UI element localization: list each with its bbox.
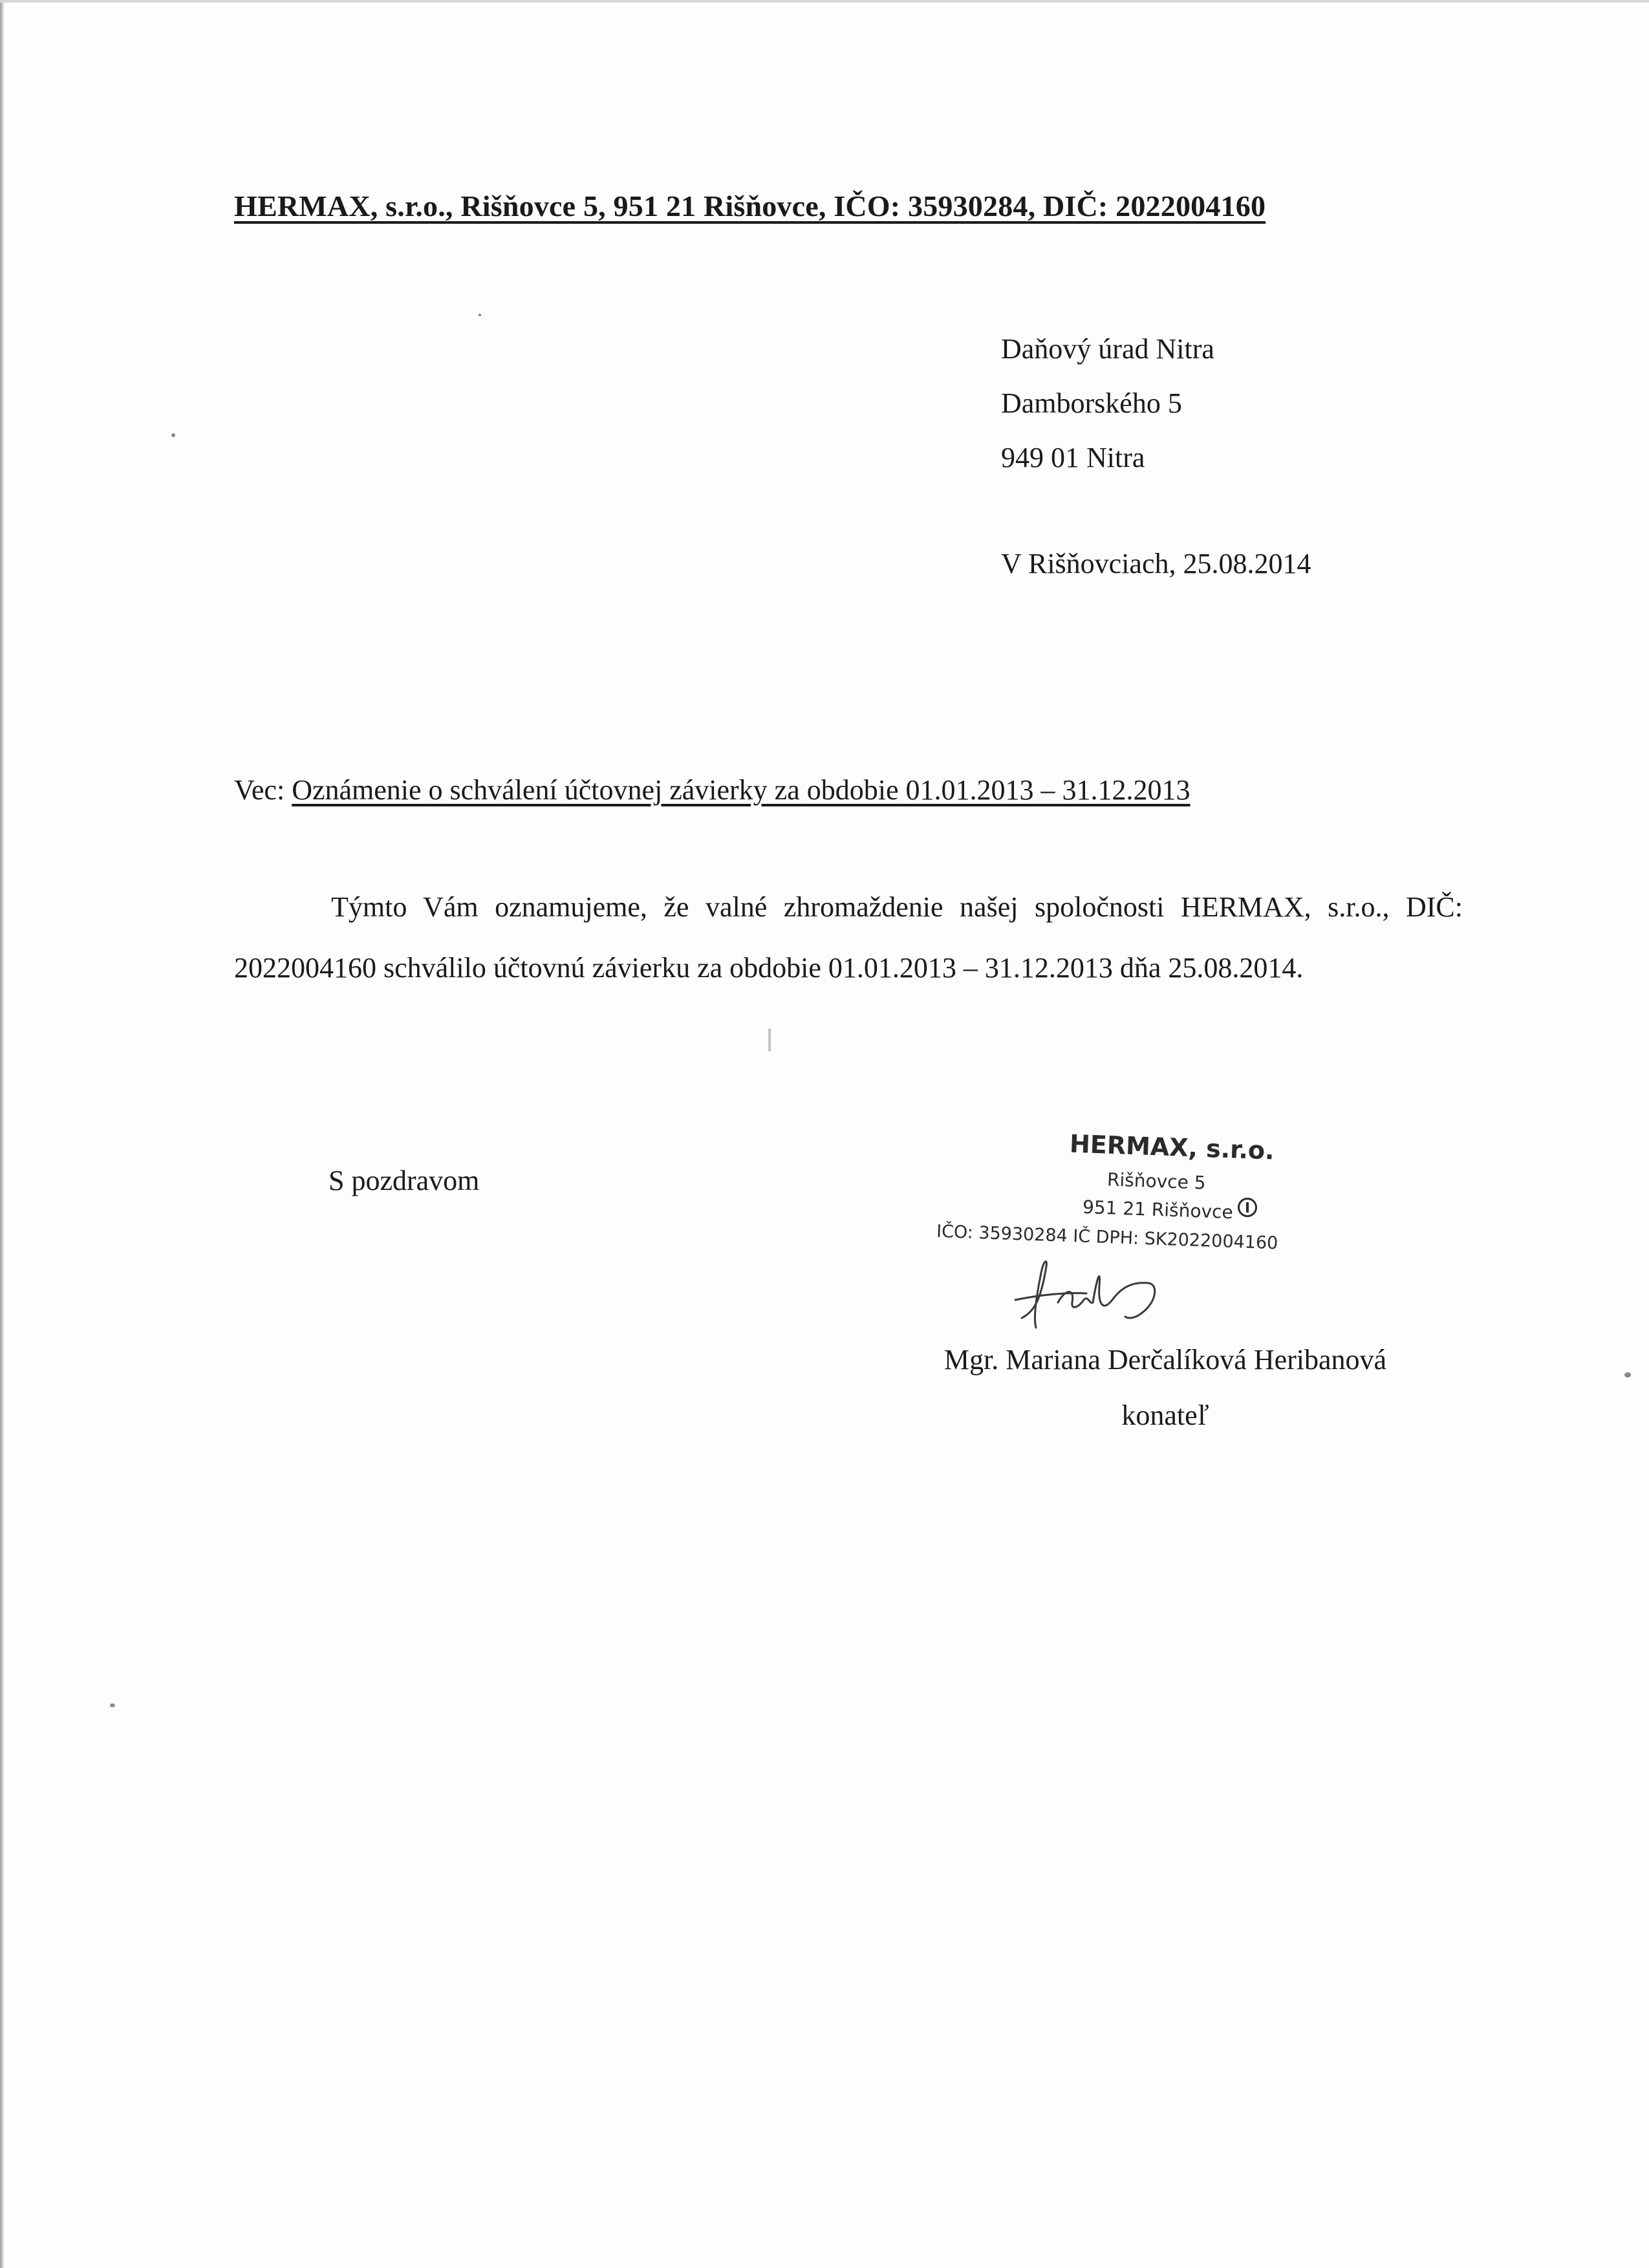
recipient-line-3: 949 01 Nitra: [1001, 442, 1145, 473]
recipient-address: [1001, 322, 1214, 485]
stamp-company-name: HERMAX, s.r.o.: [1069, 1129, 1275, 1165]
scan-speck: [479, 314, 481, 316]
scan-speck: [171, 433, 175, 437]
scan-speck: [110, 1703, 115, 1707]
stamp-city: 951 21 Rišňovce: [1082, 1196, 1234, 1224]
place-and-date: V Rišňovciach, 25.08.2014: [1001, 548, 1311, 579]
recipient-line-2: Damborského 5: [1001, 387, 1182, 419]
subject-line: [234, 773, 1190, 806]
scan-edge-shadow: [0, 0, 4, 2268]
stamp-company-ids: IČO: 35930284 IČ DPH: SK2022004160: [936, 1221, 1278, 1254]
stamp-street: Rišňovce 5: [1106, 1169, 1207, 1194]
signatory-block: [907, 1332, 1424, 1443]
subject-label: Vec:: [234, 774, 292, 806]
vat-payer-icon: [1238, 1198, 1257, 1217]
scan-speck: [768, 1028, 771, 1052]
signatory-name: Mgr. Mariana Derčalíková Heribanová: [943, 1344, 1387, 1376]
handwritten-signature: [996, 1240, 1203, 1337]
company-letterhead: HERMAX, s.r.o., Rišňovce 5, 951 21 Rišňovce, IČO: 35930284, DIČ: 2022004160: [234, 189, 1266, 222]
subject-text: Oznámenie o schválení účtovnej závierky za obdobie 01.01.2013 – 31.12.2013: [292, 774, 1191, 806]
signatory-title: konateľ: [1121, 1399, 1209, 1431]
scan-speck: [1624, 1372, 1631, 1377]
scan-top-shadow: [0, 0, 1649, 3]
letter-body: Týmto Vám oznamujeme, že valné zhromaždenie našej spoločnosti HERMAX, s.r.o., DIČ: 2022004160 schválilo účtovnú závierku za obdobie 01.01.2013 – 31.12.2013 dňa 25.08.2014.: [234, 891, 1463, 984]
closing-greeting: S pozdravom: [329, 1165, 480, 1196]
recipient-line-1: Daňový úrad Nitra: [1001, 333, 1214, 365]
